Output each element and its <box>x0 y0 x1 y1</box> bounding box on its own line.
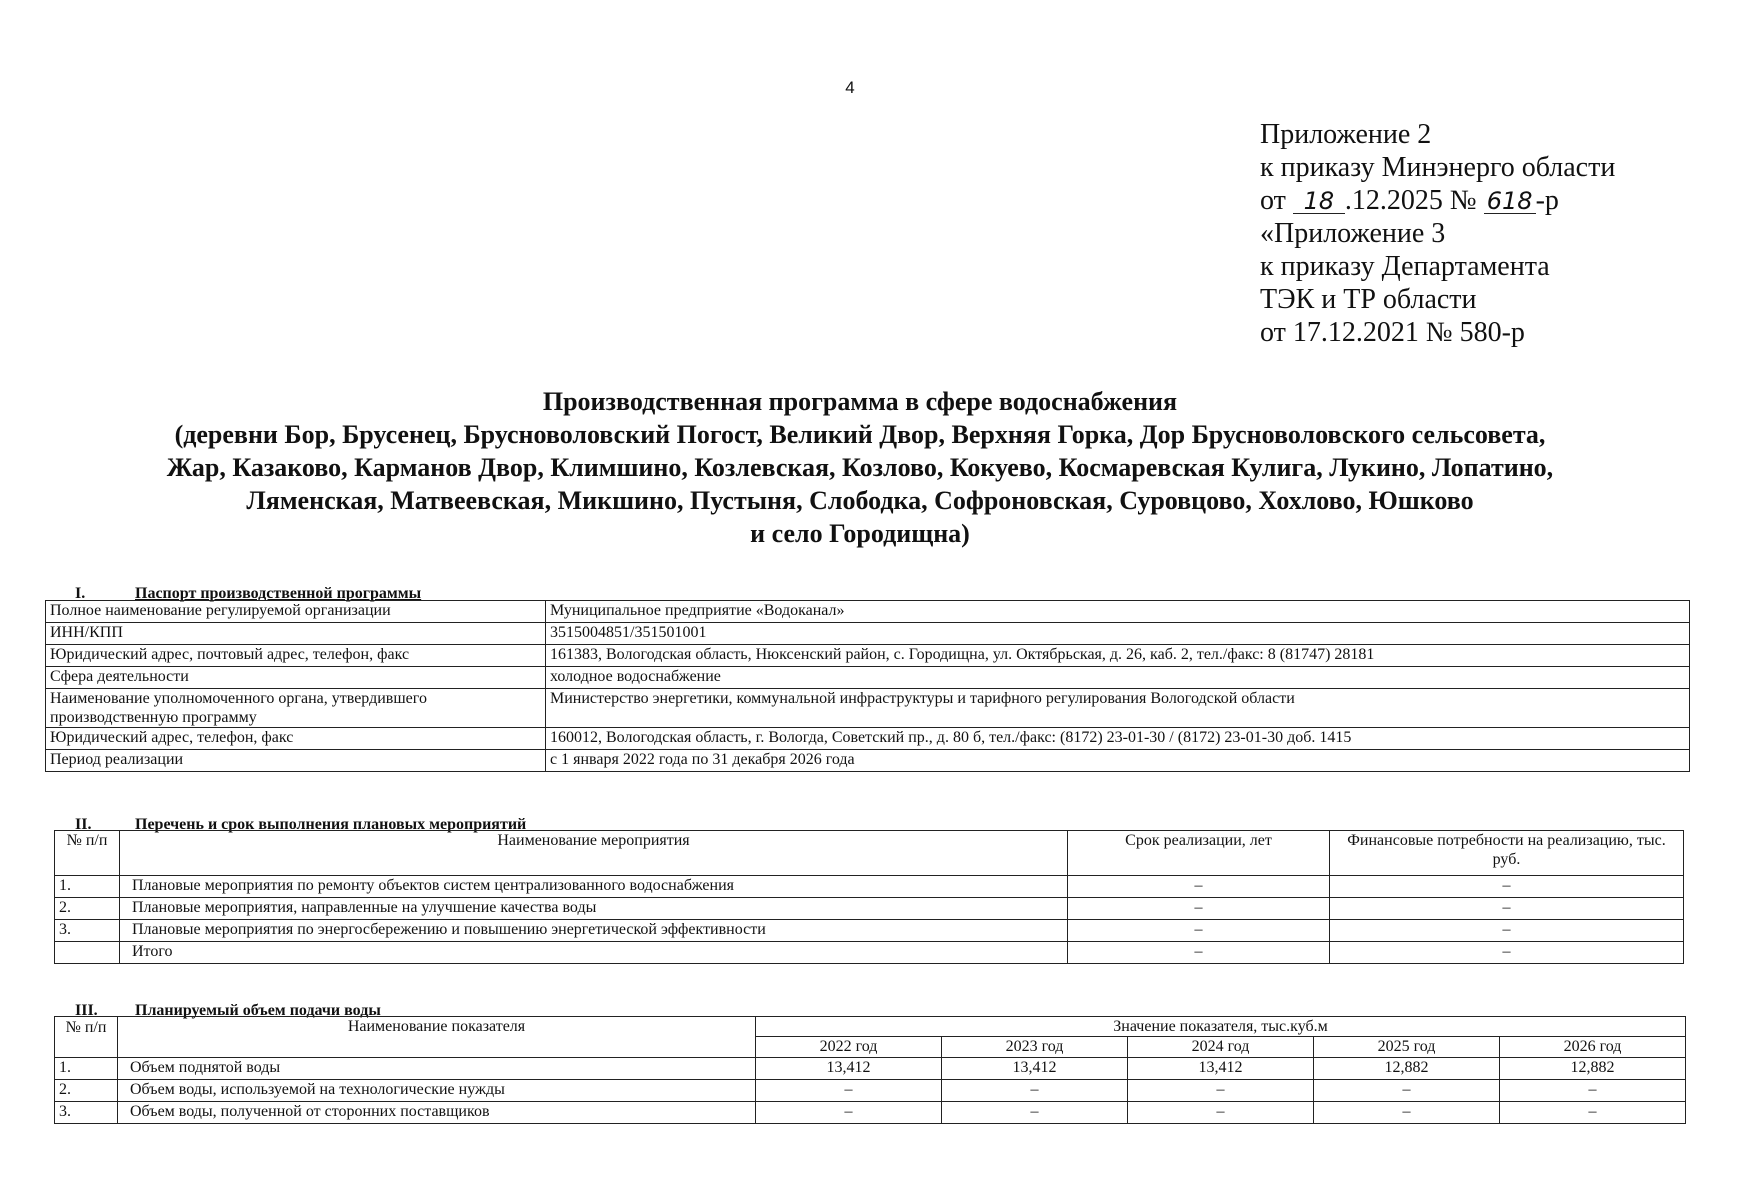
volume-value: 12,882 <box>1314 1058 1500 1080</box>
volume-year-header: 2024 год <box>1128 1037 1314 1058</box>
passport-label: Наименование уполномоченного органа, утвердившего производственную программу <box>46 689 546 728</box>
volume-num: 2. <box>55 1080 118 1102</box>
passport-value: 3515004851/351501001 <box>546 623 1690 645</box>
appendix-line-3 <box>1260 184 1615 217</box>
measures-row <box>55 942 1684 964</box>
volume-value: – <box>1500 1102 1686 1124</box>
measures-num: 1. <box>55 876 120 898</box>
appendix-line-7: от 17.12.2021 № 580-р <box>1260 317 1525 348</box>
volume-year-header: 2025 год <box>1314 1037 1500 1058</box>
volume-value: – <box>1314 1080 1500 1102</box>
appendix-date-suffix: -р <box>1535 185 1559 216</box>
volume-value: – <box>942 1102 1128 1124</box>
passport-label: Полное наименование регулируемой организации <box>46 601 546 623</box>
passport-label: Период реализации <box>46 750 546 772</box>
measures-row <box>55 876 1684 898</box>
section-2-title: Перечень и срок выполнения плановых мероприятий <box>135 816 527 833</box>
volume-value: – <box>1128 1080 1314 1102</box>
appendix-date-middle: .12.2025 № <box>1344 185 1477 216</box>
passport-row <box>46 601 1690 623</box>
volume-value: – <box>756 1080 942 1102</box>
measures-finance: – <box>1330 920 1684 942</box>
passport-label: ИНН/КПП <box>46 623 546 645</box>
measures-finance: – <box>1330 876 1684 898</box>
measures-term: – <box>1068 898 1330 920</box>
volume-year-header: 2022 год <box>756 1037 942 1058</box>
passport-row <box>46 645 1690 667</box>
measures-term: – <box>1068 942 1330 964</box>
passport-value: Муниципальное предприятие «Водоканал» <box>546 601 1690 623</box>
passport-value: холодное водоснабжение <box>546 667 1690 689</box>
measures-name: Плановые мероприятия по ремонту объектов систем централизованного водоснабжения <box>120 876 1068 898</box>
volume-header-num: № п/п <box>55 1017 118 1058</box>
section-1-number: I. <box>75 585 86 602</box>
volume-header-name: Наименование показателя <box>118 1017 756 1058</box>
handwritten-day: 18 <box>1293 189 1345 214</box>
volume-value: 13,412 <box>756 1058 942 1080</box>
page-number: 4 <box>845 78 855 97</box>
measures-name: Плановые мероприятия, направленные на улучшение качества воды <box>120 898 1068 920</box>
passport-label: Юридический адрес, телефон, факс <box>46 728 546 750</box>
section-3-number: III. <box>75 1002 98 1019</box>
passport-label: Сфера деятельности <box>46 667 546 689</box>
title-line-3: Жар, Казаково, Карманов Двор, Климшино, Козлевская, Козлово, Кокуево, Космаревская Кулига, Лукино, Лопатино, <box>166 453 1554 482</box>
handwritten-order-number: 618 <box>1484 189 1536 214</box>
volume-row <box>55 1058 1686 1080</box>
volume-value: – <box>942 1080 1128 1102</box>
volume-num: 1. <box>55 1058 118 1080</box>
measures-name: Итого <box>120 942 1068 964</box>
volume-value: 13,412 <box>942 1058 1128 1080</box>
passport-value: с 1 января 2022 года по 31 декабря 2026 года <box>546 750 1690 772</box>
volume-row <box>55 1102 1686 1124</box>
measures-term: – <box>1068 920 1330 942</box>
passport-value: 160012, Вологодская область, г. Вологда, Советский пр., д. 80 б, тел./факс: (8172) 23-01-30 / (8172) 23-01-30 доб. 1415 <box>546 728 1690 750</box>
measures-finance: – <box>1330 898 1684 920</box>
passport-value: Министерство энергетики, коммунальной инфраструктуры и тарифного регулирования Вологодской области <box>546 689 1690 728</box>
appendix-line-2: к приказу Минэнерго области <box>1260 152 1616 183</box>
volume-header-group: Значение показателя, тыс.куб.м <box>756 1017 1686 1037</box>
section-1-title: Паспорт производственной программы <box>135 585 422 602</box>
volume-value: 12,882 <box>1500 1058 1686 1080</box>
volume-value: 13,412 <box>1128 1058 1314 1080</box>
title-line-2: (деревни Бор, Брусенец, Брусноволовский Погост, Великий Двор, Верхняя Горка, Дор Брусноволовского сельсовета, <box>174 420 1546 449</box>
volume-value: – <box>756 1102 942 1124</box>
title-line-4: Ляменская, Матвеевская, Микшино, Пустыня, Слободка, Софроновская, Суровцово, Хохлово, Юшково <box>246 486 1474 515</box>
appendix-line-1: Приложение 2 <box>1260 119 1432 150</box>
volume-name: Объем поднятой воды <box>118 1058 756 1080</box>
passport-row <box>46 623 1690 645</box>
appendix-date-prefix: от <box>1260 185 1286 216</box>
title-line-5: и село Городищна) <box>750 519 970 548</box>
passport-row <box>46 667 1690 689</box>
measures-row <box>55 920 1684 942</box>
measures-num: 2. <box>55 898 120 920</box>
measures-row <box>55 898 1684 920</box>
volume-value: – <box>1128 1102 1314 1124</box>
passport-label: Юридический адрес, почтовый адрес, телефон, факс <box>46 645 546 667</box>
volume-num: 3. <box>55 1102 118 1124</box>
volume-name: Объем воды, полученной от сторонних поставщиков <box>118 1102 756 1124</box>
appendix-line-6: ТЭК и ТР области <box>1260 284 1477 315</box>
title-line-1: Производственная программа в сфере водоснабжения <box>542 387 1178 416</box>
volume-year-header: 2023 год <box>942 1037 1128 1058</box>
volume-name: Объем воды, используемой на технологические нужды <box>118 1080 756 1102</box>
appendix-line-4: «Приложение 3 <box>1260 218 1446 249</box>
passport-row <box>46 689 1690 728</box>
measures-header-name: Наименование мероприятия <box>120 831 1068 876</box>
section-3-title: Планируемый объем подачи воды <box>135 1002 381 1019</box>
measures-num <box>55 942 120 964</box>
passport-value: 161383, Вологодская область, Нюксенский район, с. Городищна, ул. Октябрьская, д. 26, каб. 2, тел./факс: 8 (81747) 28181 <box>546 645 1690 667</box>
measures-header-term: Срок реализации, лет <box>1068 831 1330 876</box>
document-title <box>40 385 1680 550</box>
water-volume-table <box>54 1016 1686 1124</box>
measures-header-finance: Финансовые потребности на реализацию, тыс. руб. <box>1330 831 1684 876</box>
passport-row <box>46 728 1690 750</box>
passport-row <box>46 750 1690 772</box>
appendix-block <box>1260 118 1615 349</box>
measures-table <box>54 830 1684 964</box>
volume-year-header: 2026 год <box>1500 1037 1686 1058</box>
appendix-line-5: к приказу Департамента <box>1260 251 1550 282</box>
volume-value: – <box>1500 1080 1686 1102</box>
volume-value: – <box>1314 1102 1500 1124</box>
section-2-number: II. <box>75 816 92 833</box>
measures-finance: – <box>1330 942 1684 964</box>
measures-num: 3. <box>55 920 120 942</box>
passport-table <box>45 600 1690 772</box>
measures-header-num: № п/п <box>55 831 120 876</box>
volume-row <box>55 1080 1686 1102</box>
measures-name: Плановые мероприятия по энергосбережению и повышению энергетической эффективности <box>120 920 1068 942</box>
measures-term: – <box>1068 876 1330 898</box>
